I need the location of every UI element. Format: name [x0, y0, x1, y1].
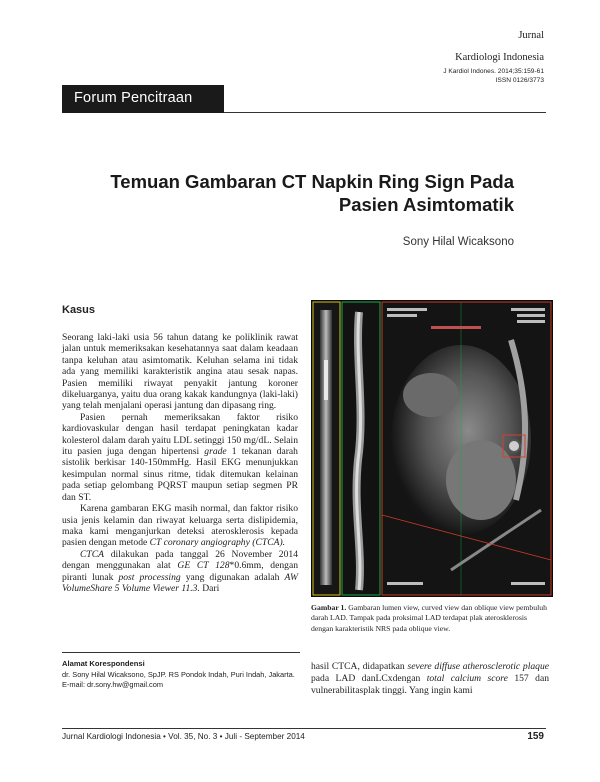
paragraph-4: CTCA dilakukan pada tanggal 26 November 2014 dengan menggunakan alat GE CT 128*0.6mm, dengan piranti lunak post processing yang digunakan adalah AW VolumeShare 5 Volume Viewer 11.3. Dari [62, 548, 299, 594]
correspondence-box [62, 652, 300, 691]
article-title [94, 170, 514, 216]
correspondence-text: dr. Sony Hilal Wicaksono, SpJP. RS Pondok Indah, Puri Indah, Jakarta. E-mail: dr.sony.hw@gmail.com [62, 669, 295, 689]
section-tab [62, 85, 224, 113]
caption-text: Gambaran lumen view, curved view dan oblique view pembuluh darah LAD. Tampak pada proksimal LAD terdapat plak aterosklerosis dengan karakteristik NRS pada oblique view. [311, 603, 547, 633]
paragraph-2: Pasien pernah memeriksakan faktor risiko kardiovaskular dengan hasil terdapat peningkatan kadar kolesterol dalam darah yaitu LDL setinggi 150 mg/dL. Selain itu pasien juga dengan hipertensi grade 1 tekanan darah sistolik berkisar 140-150mmHg. Hasil EKG menunjukkan kesimpulan normal sinus ritme, tidak ditemukan kelainan pada setiap gelombang PQRST maupun setiap segmen PR dan ST. [62, 411, 298, 503]
page-number: 159 [527, 731, 544, 742]
journal-header [394, 30, 544, 85]
journal-name-line1: Jurnal [518, 30, 544, 41]
journal-name-line2: Kardiologi Indonesia [455, 52, 544, 63]
body-column-left [62, 332, 298, 594]
paragraph-3: Karena gambaran EKG masih normal, dan faktor risiko usia jenis kelamin dan riwayat keluarga serta dislipidemia, maka kami menganjurkan deteksi aterosklerosis kepada pasien dengan metode CT coronary angiography (CTCA). [62, 503, 298, 549]
header-rule [224, 112, 546, 113]
ct-figure [311, 300, 553, 597]
section-heading-kasus: Kasus [62, 304, 96, 316]
body-column-right: hasil CTCA, didapatkan severe diffuse atherosclerotic plaque pada LAD danLCxdengan total calcium score 157 dan vulnerabilitasplak tinggi. Yang ingin kami [311, 661, 550, 696]
caption-label: Gambar 1. [311, 603, 347, 612]
correspondence-heading: Alamat Korespondensi [62, 659, 145, 668]
ct-image [311, 300, 553, 597]
journal-citation: J Kardiol Indones. 2014;35:159-61 [443, 68, 544, 75]
section-tab-label: Forum Pencitraan [74, 90, 193, 106]
journal-issn: ISSN 0126/3773 [495, 77, 544, 84]
figure-caption [311, 603, 549, 634]
footer-rule [62, 728, 546, 729]
page-footer: Jurnal Kardiologi Indonesia • Vol. 35, No. 3 • Juli - September 2014 [62, 732, 305, 741]
article-author: Sony Hilal Wicaksono [402, 236, 514, 248]
article-title-line2: Pasien Asimtomatik [338, 194, 514, 215]
paragraph-1: Seorang laki-laki usia 56 tahun datang ke poliklinik rawat jalan untuk memeriksakan kesehatannya saat dalam keadaan tanpa keluhan atau asimtomatik. Keluhan selama ini tidak ada yang memiliki karakteristik angina atau sesak napas. Pasien memiliki riwayat penyakit jantung koroner dikeluarganya, yaitu dua orang kakak kandungnya (laki-laki) yang telah menjalani operasi jantung dan dipasang ring. [62, 332, 298, 412]
article-title-line1: Temuan Gambaran CT Napkin Ring Sign Pada [110, 171, 514, 192]
